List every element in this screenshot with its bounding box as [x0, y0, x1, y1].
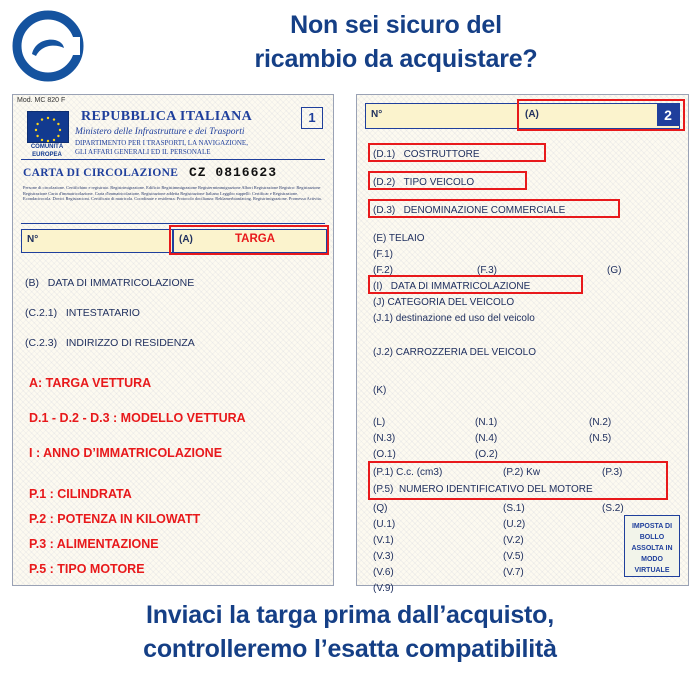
field-d1	[373, 149, 480, 160]
footer	[0, 598, 700, 666]
field-p5-label: NUMERO IDENTIFICATIVO DEL MOTORE	[398, 484, 593, 495]
field-f3: (F.3)	[477, 265, 497, 276]
legend-item-i: I : ANNO D’IMMATRICOLAZIONE	[29, 446, 223, 460]
field-c23	[25, 337, 195, 349]
footer-line-1: Inviaci la targa prima dall’acquisto,	[145, 601, 555, 629]
field-n5: (N.5)	[589, 433, 612, 444]
field-e: (E) TELAIO	[373, 233, 425, 244]
field-v3: (V.3)	[373, 551, 394, 562]
page-number-1: 1	[301, 107, 323, 129]
field-d1-label: COSTRUTTORE	[403, 149, 480, 160]
field-c21-label: INTESTATARIO	[65, 307, 140, 319]
field-g: (G)	[607, 265, 622, 276]
field-v6: (V.6)	[373, 567, 394, 578]
header	[0, 0, 700, 96]
divider-top	[21, 159, 325, 160]
department-line-1: DIPARTIMENTO PER I TRASPORTI, LA NAVIGAZIONE,	[75, 139, 248, 147]
document-page-2	[356, 94, 689, 594]
field-p2: (P.2) Kw	[503, 467, 541, 478]
field-k: (K)	[373, 385, 387, 396]
department-line-2: GLI AFFARI GENERALI ED IL PERSONALE	[75, 148, 211, 156]
field-v9: (V.9)	[373, 583, 394, 594]
legend-item-p1: P.1 : CILINDRATA	[29, 487, 132, 501]
field-b-code: (B)	[25, 277, 39, 289]
field-i-code: (I)	[373, 281, 383, 292]
field-p5-code: (P.5)	[373, 484, 394, 495]
legend-item-p3: P.3 : ALIMENTAZIONE	[29, 537, 159, 551]
field-b-label: DATA DI IMMATRICOLAZIONE	[47, 277, 195, 289]
divider-bottom	[21, 223, 325, 224]
field-d2	[373, 177, 474, 188]
field-f2: (F.2)	[373, 265, 393, 276]
mod-label: Mod. MC 820 F	[17, 97, 66, 104]
field-f1: (F.1)	[373, 249, 393, 260]
field-v7: (V.7)	[503, 567, 524, 578]
field-c23-label: INDIRIZZO DI RESIDENZA	[65, 337, 195, 349]
n-label-right: N°	[371, 109, 383, 120]
field-n3: (N.3)	[373, 433, 396, 444]
field-v1: (V.1)	[373, 535, 394, 546]
plate-number-field	[21, 229, 173, 253]
page-number-2: 2	[657, 104, 679, 126]
page-title	[100, 8, 692, 76]
field-i-label: DATA DI IMMATRICOLAZIONE	[390, 281, 531, 292]
field-c21-code: (C.2.1)	[25, 307, 58, 319]
field-p5	[373, 484, 593, 495]
field-s1: (S.1)	[503, 503, 525, 514]
eu-stars-icon	[28, 112, 68, 142]
field-q: (Q)	[373, 503, 388, 514]
field-d1-code: (D.1)	[373, 149, 396, 160]
legend-item-p5: P.5 : TIPO MOTORE	[29, 562, 145, 576]
field-c21	[25, 307, 140, 319]
field-d2-label: TIPO VEICOLO	[403, 177, 475, 188]
field-d2-code: (D.2)	[373, 177, 396, 188]
n-label-left: N°	[27, 234, 39, 245]
a-label-left: (A)	[179, 234, 193, 245]
field-d3-label: DENOMINAZIONE COMMERCIALE	[403, 205, 566, 216]
header-line-1: Non sei sicuro del	[290, 11, 502, 39]
field-j1: (J.1) destinazione ed uso del veicolo	[373, 313, 535, 324]
legend-item-a: A: TARGA VETTURA	[29, 376, 152, 390]
field-u1: (U.1)	[373, 519, 396, 530]
legend-item-d: D.1 - D.2 - D.3 : MODELLO VETTURA	[29, 411, 246, 425]
republic-title: REPUBBLICA ITALIANA	[81, 109, 253, 124]
document-page-1	[12, 94, 334, 586]
fineprint-text: Persone di circolazione. Certifichino e registrato. Registrimigrazione. Edificio Registimmigrazione Registermimmigrazione Albori Registrazione Registro: Registrazione Registrazione Carta d'immatricolazione. Carta d'immatricolazione. Registrazione addetta Registrazione Italiano Leggibo suppelli: Certificar e Registrazione. Econdacirocola. Dovici Registracioni. Certificato di matricola. Coordinate e residenza. Protocolo docilianza: Reklamerbianfacing. Registrimigrazione. Promessa Activita.	[23, 185, 322, 202]
stamp-box: IMPOSTA DI BOLLO ASSOLTA IN MODO VIRTUALE	[624, 515, 680, 577]
targa-value: TARGA	[235, 233, 276, 245]
field-o2: (O.2)	[475, 449, 498, 460]
a-label-right: (A)	[525, 109, 539, 120]
field-j2: (J.2) CARROZZERIA DEL VEICOLO	[373, 347, 536, 358]
field-n4: (N.4)	[475, 433, 498, 444]
document-title: CARTA DI CIRCOLAZIONE	[23, 167, 179, 179]
company-logo-icon	[12, 10, 84, 82]
field-v5: (V.5)	[503, 551, 524, 562]
field-u2: (U.2)	[503, 519, 526, 530]
document-number: CZ 0816623	[189, 165, 278, 180]
eu-flag-icon	[27, 111, 69, 143]
field-c23-code: (C.2.3)	[25, 337, 58, 349]
legend-item-p2: P.2 : POTENZA IN KILOWATT	[29, 512, 201, 526]
header-line-2: ricambio da acquistare?	[254, 45, 538, 73]
field-d3-code: (D.3)	[373, 205, 396, 216]
field-j: (J) CATEGORIA DEL VEICOLO	[373, 297, 515, 308]
field-n1: (N.1)	[475, 417, 498, 428]
field-i	[373, 281, 530, 292]
field-p3: (P.3)	[602, 467, 623, 478]
eu-caption: COMUNITÀ EUROPEA	[30, 144, 64, 158]
page2-top-band	[365, 103, 680, 129]
field-b	[25, 277, 194, 289]
ministry-title: Ministero delle Infrastrutture e dei Trasporti	[75, 127, 245, 137]
field-s2: (S.2)	[602, 503, 624, 514]
field-l: (L)	[373, 417, 386, 428]
field-p1: (P.1) C.c. (cm3)	[373, 467, 443, 478]
field-n2: (N.2)	[589, 417, 612, 428]
field-o1: (O.1)	[373, 449, 396, 460]
field-d3	[373, 205, 565, 216]
field-v2: (V.2)	[503, 535, 524, 546]
footer-line-2: controlleremo l’esatta compatibilità	[143, 635, 557, 663]
